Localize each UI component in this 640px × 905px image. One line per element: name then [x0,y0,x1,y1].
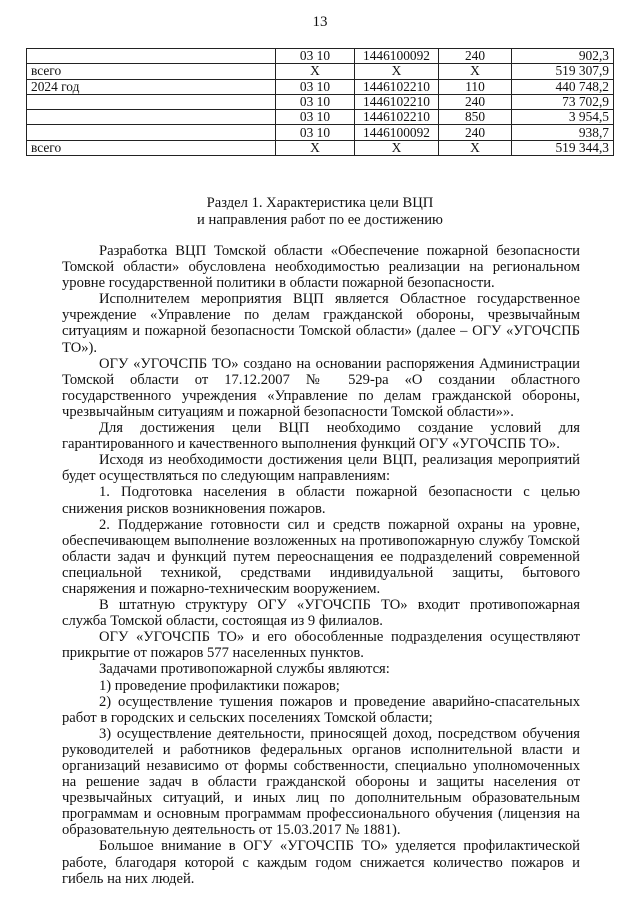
article-code-cell: Х [355,64,439,79]
expense-type-cell: 240 [439,125,512,140]
section-code-cell: Х [276,140,355,155]
page-number: 13 [312,14,328,30]
paragraph: 1) проведение профилактики пожаров; [99,677,340,694]
table-row [27,110,614,125]
financing-table [26,48,614,156]
section-code-cell: 03 10 [276,125,355,140]
table-row [27,49,614,64]
row-label-cell [27,94,276,109]
paragraph: 2. Поддержание готовности сил и средств пожарной охраны на уровне, обеспечивающем выполнение возложенных на противопожарную службу Томской области задач и функций путем переоснащения ее подразделений современной специальной техникой, средствами индивидуальной защиты, бытового снаряжения и пожарно-техническим вооружением. [62,516,580,597]
row-label-cell [27,125,276,140]
row-label-cell: всего [27,64,276,79]
row-label-cell [27,110,276,125]
article-code-cell: 1446100092 [355,49,439,64]
paragraph: Задачами противопожарной службы являются: [99,661,390,678]
article-code-cell: 1446100092 [355,125,439,140]
section-code-cell: 03 10 [276,94,355,109]
section-code-cell: Х [276,64,355,79]
table-row [27,125,614,140]
amount-cell: 3 954,5 [512,110,614,125]
paragraph: В штатную структуру ОГУ «УГОЧСПБ ТО» входит противопожарная служба Томской области, состоящая из 9 филиалов. [62,597,580,630]
expense-type-cell: Х [439,140,512,155]
section-title-line2: и направления работ по ее достижению [197,212,443,228]
paragraph: Для достижения цели ВЦП необходимо создание условий для гарантированного и качественного выполнения функций ОГУ «УГОЧСПБ ТО». [62,420,580,453]
table-row [27,64,614,79]
amount-cell: 440 748,2 [512,79,614,94]
expense-type-cell: Х [439,64,512,79]
article-code-cell: 1446102210 [355,110,439,125]
paragraph: Разработка ВЦП Томской области «Обеспечение пожарной безопасности Томской области» обусловлена необходимостью реализации на региональном уровне государственной политики в области пожарной безопасности. [62,243,580,292]
amount-cell: 902,3 [512,49,614,64]
section-title-line1: Раздел 1. Характеристика цели ВЦП [206,195,434,211]
amount-cell: 938,7 [512,125,614,140]
amount-cell: 519 344,3 [512,140,614,155]
article-code-cell: 1446102210 [355,94,439,109]
expense-type-cell: 850 [439,110,512,125]
paragraph: Исполнителем мероприятия ВЦП является Областное государственное учреждение «Управление по делам гражданской обороны, чрезвычайным ситуациям и пожарной безопасности Томской области» (далее – ОГУ «УГОЧСПБ ТО»). [62,291,580,356]
article-code-cell: 1446102210 [355,79,439,94]
amount-cell: 73 702,9 [512,94,614,109]
row-label-cell: всего [27,140,276,155]
paragraph: 2) осуществление тушения пожаров и проведение аварийно-спасательных работ в городских и сельских поселениях Томской области; [62,693,580,726]
paragraph: 1. Подготовка населения в области пожарной безопасности с целью снижения рисков возникновения пожаров. [62,484,580,517]
expense-type-cell: 240 [439,94,512,109]
table-row [27,94,614,109]
expense-type-cell: 110 [439,79,512,94]
paragraph: ОГУ «УГОЧСПБ ТО» и его обособленные подразделения осуществляют прикрытие от пожаров 577 населенных пунктов. [62,629,580,662]
row-label-cell [27,49,276,64]
table-row [27,79,614,94]
section-title [0,195,640,229]
amount-cell: 519 307,9 [512,64,614,79]
paragraph: Исходя из необходимости достижения цели ВЦП, реализация мероприятий будет осуществляться по следующим направлениям: [62,452,580,485]
paragraph: 3) осуществление деятельности, приносящей доход, посредством обучения руководителей и работников федеральных органов исполнительной власти и организаций независимо от формы собственности, специально уполномоченных на решение задач в области гражданской обороны и защиты населения от чрезвычайных ситуаций, и иных лиц по дополнительным образовательным программам и основным программам профессионального обучения (лицензия на образовательную деятельность от 15.03.2017 № 1881). [62,725,580,839]
section-code-cell: 03 10 [276,110,355,125]
article-code-cell: Х [355,140,439,155]
paragraph: ОГУ «УГОЧСПБ ТО» создано на основании распоряжения Администрации Томской области от 17.12.2007 № 529-ра «О создании областного государственного учреждения «Управление по делам гражданской обороны, чрезвычайным ситуациям и пожарной безопасности Томской области»». [62,355,580,420]
paragraph: Большое внимание в ОГУ «УГОЧСПБ ТО» уделяется профилактической работе, благодаря которой с каждым годом снижается количество пожаров и гибель на них людей. [62,838,580,887]
table-row [27,140,614,155]
row-label-cell: 2024 год [27,79,276,94]
section-code-cell: 03 10 [276,79,355,94]
expense-type-cell: 240 [439,49,512,64]
body-text [62,243,580,887]
section-code-cell: 03 10 [276,49,355,64]
